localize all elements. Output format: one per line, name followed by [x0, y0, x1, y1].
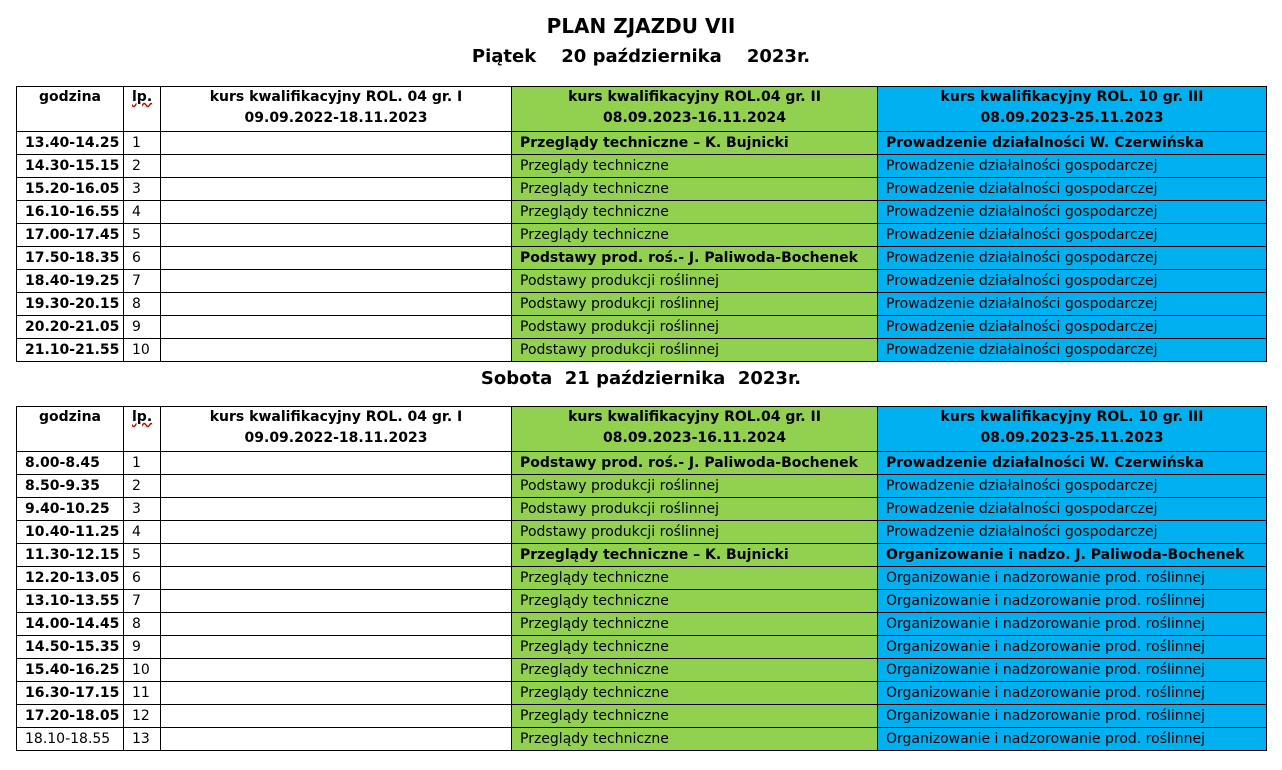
cell-lp: 6	[124, 247, 161, 270]
cell-course-3: Organizowanie i nadzorowanie prod. roślinnej	[878, 567, 1267, 590]
cell-course-1	[161, 247, 512, 270]
cell-course-3: Organizowanie i nadzorowanie prod. roślinnej	[878, 728, 1267, 751]
cell-lp: 7	[124, 270, 161, 293]
header-lp: lp.	[124, 87, 161, 132]
cell-course-2: Przeglądy techniczne	[512, 224, 878, 247]
cell-lp: 4	[124, 201, 161, 224]
cell-lp: 10	[124, 339, 161, 362]
cell-lp: 2	[124, 475, 161, 498]
cell-time: 21.10-21.55	[17, 339, 124, 362]
cell-course-2: Przeglądy techniczne	[512, 682, 878, 705]
cell-course-1	[161, 452, 512, 475]
cell-time: 14.50-15.35	[17, 636, 124, 659]
header-godzina: godzina	[17, 87, 124, 132]
cell-course-3: Prowadzenie działalności gospodarczej	[878, 155, 1267, 178]
header-course-2-name: kurs kwalifikacyjny ROL.04 gr. II	[568, 89, 821, 105]
cell-course-3: Organizowanie i nadzorowanie prod. roślinnej	[878, 659, 1267, 682]
cell-course-2: Podstawy produkcji roślinnej	[512, 270, 878, 293]
cell-course-1	[161, 544, 512, 567]
cell-course-1	[161, 613, 512, 636]
cell-course-2: Przeglądy techniczne	[512, 728, 878, 751]
table-row	[17, 636, 1267, 659]
cell-time: 20.20-21.05	[17, 316, 124, 339]
cell-course-3: Prowadzenie działalności gospodarczej	[878, 521, 1267, 544]
cell-course-3: Prowadzenie działalności gospodarczej	[878, 293, 1267, 316]
cell-time: 13.10-13.55	[17, 590, 124, 613]
cell-lp: 4	[124, 521, 161, 544]
table-row	[17, 339, 1267, 362]
table-row	[17, 659, 1267, 682]
cell-course-3: Prowadzenie działalności gospodarczej	[878, 224, 1267, 247]
cell-course-3: Organizowanie i nadzorowanie prod. roślinnej	[878, 682, 1267, 705]
header-course-1-name: kurs kwalifikacyjny ROL. 04 gr. I	[209, 409, 463, 425]
header-course-2-name: kurs kwalifikacyjny ROL.04 gr. II	[568, 409, 821, 425]
table-row	[17, 247, 1267, 270]
cell-time: 12.20-13.05	[17, 567, 124, 590]
cell-time: 16.30-17.15	[17, 682, 124, 705]
cell-course-2: Przeglądy techniczne	[512, 201, 878, 224]
cell-course-2: Podstawy produkcji roślinnej	[512, 339, 878, 362]
cell-course-3: Prowadzenie działalności gospodarczej	[878, 339, 1267, 362]
cell-course-1	[161, 590, 512, 613]
cell-time: 8.50-9.35	[17, 475, 124, 498]
cell-time: 16.10-16.55	[17, 201, 124, 224]
cell-lp: 13	[124, 728, 161, 751]
header-course-3	[878, 87, 1267, 132]
table-row	[17, 293, 1267, 316]
cell-course-2: Przeglądy techniczne	[512, 155, 878, 178]
cell-course-2: Podstawy produkcji roślinnej	[512, 521, 878, 544]
cell-course-3: Organizowanie i nadzorowanie prod. roślinnej	[878, 613, 1267, 636]
cell-lp: 1	[124, 452, 161, 475]
cell-lp: 10	[124, 659, 161, 682]
cell-course-3: Organizowanie i nadzorowanie prod. roślinnej	[878, 590, 1267, 613]
cell-course-3: Prowadzenie działalności W. Czerwińska	[878, 452, 1267, 475]
cell-course-2: Przeglądy techniczne	[512, 705, 878, 728]
cell-time: 18.10-18.55	[17, 728, 124, 751]
cell-course-2: Przeglądy techniczne	[512, 613, 878, 636]
cell-lp: 3	[124, 498, 161, 521]
cell-course-1	[161, 293, 512, 316]
cell-course-1	[161, 224, 512, 247]
cell-lp: 12	[124, 705, 161, 728]
header-course-1	[161, 87, 512, 132]
table-row	[17, 270, 1267, 293]
header-course-3-dates: 08.09.2023-25.11.2023	[980, 430, 1164, 446]
schedule-table-friday	[16, 86, 1267, 362]
table-row	[17, 682, 1267, 705]
cell-course-2: Przeglądy techniczne	[512, 636, 878, 659]
cell-course-1	[161, 521, 512, 544]
table-row	[17, 452, 1267, 475]
header-course-3-name: kurs kwalifikacyjny ROL. 10 gr. III	[940, 409, 1204, 425]
cell-course-3: Prowadzenie działalności gospodarczej	[878, 201, 1267, 224]
cell-course-2: Przeglądy techniczne	[512, 659, 878, 682]
header-course-1	[161, 407, 512, 452]
table-row	[17, 178, 1267, 201]
cell-time: 14.00-14.45	[17, 613, 124, 636]
header-course-1-name: kurs kwalifikacyjny ROL. 04 gr. I	[209, 89, 463, 105]
table-header-row	[17, 407, 1267, 452]
cell-lp: 9	[124, 316, 161, 339]
header-course-2-dates: 08.09.2023-16.11.2024	[603, 430, 786, 446]
table-header-row	[17, 87, 1267, 132]
cell-time: 8.00-8.45	[17, 452, 124, 475]
table-row	[17, 498, 1267, 521]
cell-lp: 3	[124, 178, 161, 201]
cell-course-1	[161, 682, 512, 705]
cell-course-1	[161, 705, 512, 728]
cell-time: 18.40-19.25	[17, 270, 124, 293]
day-heading-friday: Piątek 20 października 2023r.	[471, 46, 811, 67]
header-godzina: godzina	[17, 407, 124, 452]
cell-time: 10.40-11.25	[17, 521, 124, 544]
cell-lp: 9	[124, 636, 161, 659]
header-course-2-dates: 08.09.2023-16.11.2024	[603, 110, 786, 126]
cell-course-1	[161, 636, 512, 659]
table-row	[17, 201, 1267, 224]
cell-lp: 7	[124, 590, 161, 613]
table-row	[17, 521, 1267, 544]
cell-course-2: Podstawy produkcji roślinnej	[512, 475, 878, 498]
cell-course-3: Prowadzenie działalności gospodarczej	[878, 316, 1267, 339]
header-lp: lp.	[124, 407, 161, 452]
cell-lp: 8	[124, 613, 161, 636]
cell-lp: 6	[124, 567, 161, 590]
header-course-2	[512, 87, 878, 132]
cell-time: 17.20-18.05	[17, 705, 124, 728]
cell-course-2: Przeglądy techniczne	[512, 178, 878, 201]
cell-course-3: Prowadzenie działalności W. Czerwińska	[878, 132, 1267, 155]
table-row	[17, 613, 1267, 636]
header-course-1-dates: 09.09.2022-18.11.2023	[244, 430, 428, 446]
cell-course-3: Prowadzenie działalności gospodarczej	[878, 475, 1267, 498]
table-row	[17, 567, 1267, 590]
cell-time: 13.40-14.25	[17, 132, 124, 155]
cell-course-3: Organizowanie i nadzorowanie prod. roślinnej	[878, 705, 1267, 728]
table-row	[17, 475, 1267, 498]
cell-course-2: Podstawy prod. roś.- J. Paliwoda-Bochenek	[512, 247, 878, 270]
page-title: PLAN ZJAZDU VII	[546, 14, 736, 38]
cell-time: 15.40-16.25	[17, 659, 124, 682]
cell-lp: 11	[124, 682, 161, 705]
cell-time: 17.00-17.45	[17, 224, 124, 247]
header-course-3	[878, 407, 1267, 452]
header-course-2	[512, 407, 878, 452]
cell-lp: 2	[124, 155, 161, 178]
cell-course-2: Podstawy produkcji roślinnej	[512, 498, 878, 521]
cell-course-1	[161, 132, 512, 155]
cell-lp: 1	[124, 132, 161, 155]
cell-course-3: Organizowanie i nadzorowanie prod. roślinnej	[878, 636, 1267, 659]
table-row	[17, 316, 1267, 339]
cell-course-2: Podstawy produkcji roślinnej	[512, 316, 878, 339]
header-course-3-name: kurs kwalifikacyjny ROL. 10 gr. III	[940, 89, 1204, 105]
cell-time: 11.30-12.15	[17, 544, 124, 567]
cell-course-2: Podstawy produkcji roślinnej	[512, 293, 878, 316]
table-row	[17, 544, 1267, 567]
header-course-3-dates: 08.09.2023-25.11.2023	[980, 110, 1164, 126]
table-row	[17, 590, 1267, 613]
cell-course-1	[161, 270, 512, 293]
cell-lp: 5	[124, 224, 161, 247]
header-course-1-dates: 09.09.2022-18.11.2023	[244, 110, 428, 126]
table-row	[17, 224, 1267, 247]
cell-time: 17.50-18.35	[17, 247, 124, 270]
cell-course-1	[161, 316, 512, 339]
cell-course-1	[161, 201, 512, 224]
table-row	[17, 705, 1267, 728]
cell-time: 15.20-16.05	[17, 178, 124, 201]
day-heading-saturday: Sobota 21 października 2023r.	[480, 368, 802, 389]
cell-course-3: Organizowanie i nadzo. J. Paliwoda-Bochenek	[878, 544, 1267, 567]
cell-course-1	[161, 567, 512, 590]
cell-course-1	[161, 155, 512, 178]
cell-course-2: Przeglądy techniczne	[512, 567, 878, 590]
schedule-table-saturday	[16, 406, 1267, 751]
cell-lp: 8	[124, 293, 161, 316]
cell-course-2: Przeglądy techniczne	[512, 590, 878, 613]
cell-course-3: Prowadzenie działalności gospodarczej	[878, 270, 1267, 293]
cell-course-1	[161, 475, 512, 498]
cell-course-3: Prowadzenie działalności gospodarczej	[878, 178, 1267, 201]
cell-course-2: Podstawy prod. roś.- J. Paliwoda-Bochenek	[512, 452, 878, 475]
cell-time: 9.40-10.25	[17, 498, 124, 521]
cell-course-1	[161, 178, 512, 201]
table-row	[17, 132, 1267, 155]
cell-course-2: Przeglądy techniczne – K. Bujnicki	[512, 132, 878, 155]
cell-course-1	[161, 728, 512, 751]
cell-time: 19.30-20.15	[17, 293, 124, 316]
cell-course-3: Prowadzenie działalności gospodarczej	[878, 498, 1267, 521]
cell-course-3: Prowadzenie działalności gospodarczej	[878, 247, 1267, 270]
cell-time: 14.30-15.15	[17, 155, 124, 178]
cell-lp: 5	[124, 544, 161, 567]
cell-course-1	[161, 339, 512, 362]
cell-course-1	[161, 498, 512, 521]
table-row	[17, 155, 1267, 178]
cell-course-1	[161, 659, 512, 682]
cell-course-2: Przeglądy techniczne – K. Bujnicki	[512, 544, 878, 567]
table-row	[17, 728, 1267, 751]
